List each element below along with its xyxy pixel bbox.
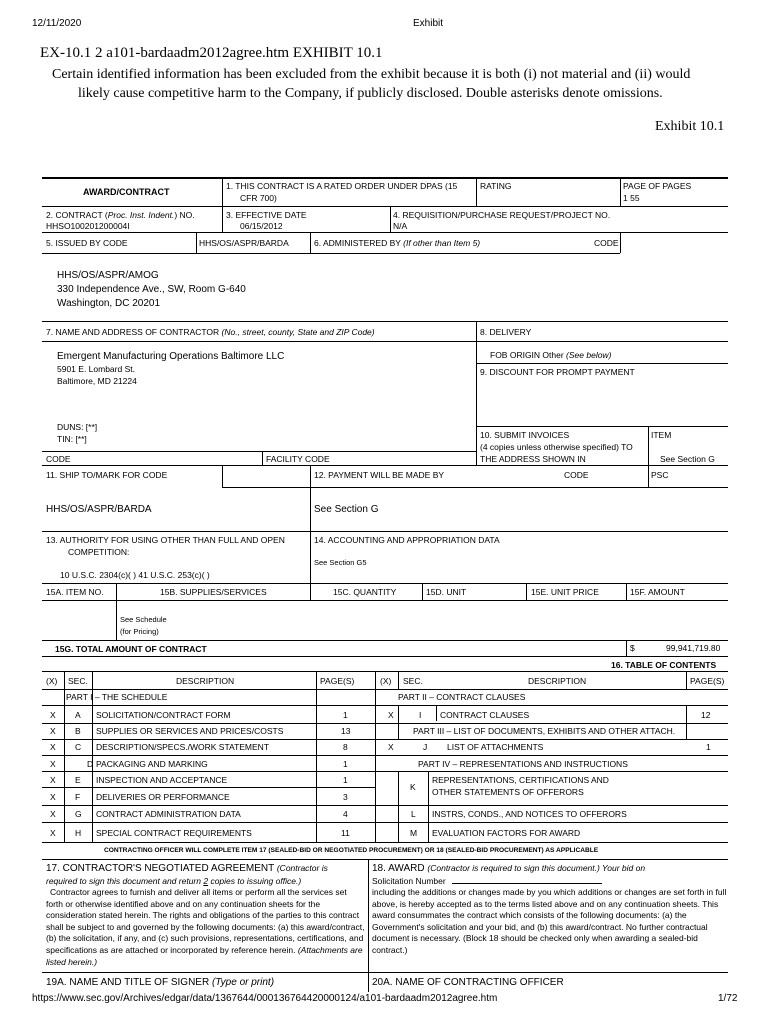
block-12-label: 12. PAYMENT WILL BE MADE BY xyxy=(314,470,445,480)
print-date: 12/11/2020 xyxy=(32,18,82,29)
toc-row-mark: X xyxy=(50,742,56,752)
toc-row-pages: 1 xyxy=(343,759,348,769)
toc-x-header: (X) xyxy=(46,676,58,686)
source-url: https://www.sec.gov/Archives/edgar/data/1367644/000136764420000124/a101-bardaadm2012agree.htm xyxy=(32,993,498,1004)
toc-row-desc: SOLICITATION/CONTRACT FORM xyxy=(96,710,231,720)
block-12-code-label: CODE xyxy=(564,470,589,480)
issuer-address: 330 Independence Ave., SW, Room G-640 xyxy=(57,284,246,295)
block-1-label-cont: CFR 700) xyxy=(240,193,277,203)
col-15d-label: 15D. UNIT xyxy=(426,587,467,597)
page-of-pages-value: 1 55 xyxy=(623,193,640,203)
contractor-street: 5901 E. Lombard St. xyxy=(57,364,135,374)
block-4-label: 4. REQUISITION/PURCHASE REQUEST/PROJECT NO. xyxy=(393,210,611,220)
toc-x-header-right: (X) xyxy=(380,676,392,686)
block-1-label: 1. THIS CONTRACT IS A RATED ORDER UNDER DPAS (15 xyxy=(226,181,458,191)
toc-row-pages: 1 xyxy=(343,775,348,785)
facility-code-label: FACILITY CODE xyxy=(266,454,330,464)
toc-row-sec: J xyxy=(423,742,428,752)
toc-row-sec: H xyxy=(75,828,82,838)
block-11-label: 11. SHIP TO/MARK FOR CODE xyxy=(46,470,168,480)
solicitation-number-blank xyxy=(452,883,602,884)
authority-citation: 10 U.S.C. 2304(c)( ) 41 U.S.C. 253(c)( ) xyxy=(60,570,210,580)
col-15c-label: 15C. QUANTITY xyxy=(333,587,397,597)
contractor-city: Baltimore, MD 21224 xyxy=(57,376,137,386)
toc-row-desc: CONTRACT ADMINISTRATION DATA xyxy=(96,809,241,819)
toc-row-desc: INSPECTION AND ACCEPTANCE xyxy=(96,775,228,785)
toc-sec-header-right: SEC. xyxy=(403,676,423,686)
block-10-address: THE ADDRESS SHOWN IN xyxy=(480,454,586,464)
block-5-label: 5. ISSUED BY CODE xyxy=(46,238,128,248)
item-label: ITEM xyxy=(651,430,672,440)
toc-row-sec: G xyxy=(75,809,82,819)
block-14-label: 14. ACCOUNTING AND APPROPRIATION DATA xyxy=(314,535,500,545)
block-7-label: 7. NAME AND ADDRESS OF CONTRACTOR (No., street, county, State and ZIP Code) xyxy=(46,327,375,337)
issued-by-code: HHS/OS/ASPR/BARDA xyxy=(199,238,289,248)
block-17-copies: required to sign this document and return 2 copies to issuing office.) xyxy=(46,876,302,886)
col-15f-label: 15F. AMOUNT xyxy=(630,587,685,597)
block-3-label: 3. EFFECTIVE DATE xyxy=(226,210,307,220)
toc-row-desc: PACKAGING AND MARKING xyxy=(96,759,208,769)
toc-row-sec: A xyxy=(75,710,81,720)
toc-row-desc: CONTRACT CLAUSES xyxy=(440,710,530,720)
block-18-body: including the additions or changes made by you which additions or changes are set forth in full above, is hereby accepted as to the terms listed above and on any continuation sheets. This award consummates the contract which consists of the following documents: (a) the Government's solicitation and your bid, and (b) this award/contract. No further contractual document is necessary. (Block 18 should be checked only when awarding a sealed-bid contract.) xyxy=(372,887,727,955)
toc-part-2: PART II – CONTRACT CLAUSES xyxy=(398,692,526,702)
toc-row-sec: I xyxy=(419,710,422,720)
toc-row-mark: X xyxy=(50,710,56,720)
solicitation-number-label: Solicitation Number xyxy=(372,876,602,886)
contracting-officer-note: CONTRACTING OFFICER WILL COMPLETE ITEM 17 (SEALED-BID OR NEGOTIATED PROCUREMENT) OR 18 (SEALED-BID PROCUREMENT) AS APPLICABLE xyxy=(104,847,599,854)
schedule-note-pricing: (for Pricing) xyxy=(120,627,159,636)
toc-row-desc-cont: OTHER STATEMENTS OF OFFERORS xyxy=(432,787,584,797)
toc-sec-header: SEC. xyxy=(68,676,88,686)
toc-pages-header: PAGE(S) xyxy=(320,676,355,686)
toc-row-pages: 13 xyxy=(341,726,351,736)
toc-row-desc: SPECIAL CONTRACT REQUIREMENTS xyxy=(96,828,252,838)
toc-row-mark: X xyxy=(50,726,56,736)
dollar-sign: $ xyxy=(630,643,635,653)
col-15e-label: 15E. UNIT PRICE xyxy=(531,587,599,597)
toc-row-mark: X xyxy=(388,742,394,752)
total-amount: 99,941,719.80 xyxy=(666,643,721,653)
toc-row-mark: X xyxy=(388,710,394,720)
toc-row-sec: D xyxy=(87,759,94,769)
toc-row-desc: LIST OF ATTACHMENTS xyxy=(447,742,544,752)
toc-row-pages: 3 xyxy=(343,792,348,802)
block-18-title: 18. AWARD (Contractor is required to sign this document.) Your bid on xyxy=(372,863,646,874)
redaction-notice-line2: likely cause competitive harm to the Company, if publicly disclosed. Double asterisks denote omissions. xyxy=(78,86,663,101)
block-19a-label: 19A. NAME AND TITLE OF SIGNER (Type or print) xyxy=(46,977,275,988)
toc-row-sec: C xyxy=(75,742,82,752)
toc-row-sec: F xyxy=(75,792,81,802)
contractor-name: Emergent Manufacturing Operations Baltimore LLC xyxy=(57,351,285,362)
toc-row-pages: 8 xyxy=(343,742,348,752)
toc-row-desc: INSTRS, CONDS., AND NOTICES TO OFFERORS xyxy=(432,809,627,819)
fob-origin: FOB ORIGIN Other (See below) xyxy=(490,350,612,360)
payment-by-value: See Section G xyxy=(314,504,379,515)
toc-pages-header-right: PAGE(S) xyxy=(690,676,725,686)
toc-row-desc: SUPPLIES OR SERVICES AND PRICES/COSTS xyxy=(96,726,284,736)
toc-row-mark: X xyxy=(50,759,56,769)
block-13-label: 13. AUTHORITY FOR USING OTHER THAN FULL AND OPEN xyxy=(46,535,285,545)
tin-number: TIN: [**] xyxy=(57,434,87,444)
toc-row-sec: B xyxy=(75,726,81,736)
col-15b-label: 15B. SUPPLIES/SERVICES xyxy=(160,587,267,597)
block-17-title: 17. CONTRACTOR'S NEGOTIATED AGREEMENT (Contractor is xyxy=(46,863,328,874)
psc-label: PSC xyxy=(651,470,669,480)
page-of-pages-label: PAGE OF PAGES xyxy=(623,181,692,191)
block-8-label: 8. DELIVERY xyxy=(480,327,532,337)
effective-date: 06/15/2012 xyxy=(240,221,283,231)
block-9-label: 9. DISCOUNT FOR PROMPT PAYMENT xyxy=(480,367,635,377)
print-title: Exhibit xyxy=(413,18,444,29)
toc-row-mark: X xyxy=(50,792,56,802)
toc-part-4: PART IV – REPRESENTATIONS AND INSTRUCTIONS xyxy=(418,759,628,769)
toc-row-mark: X xyxy=(50,775,56,785)
duns-number: DUNS: [**] xyxy=(57,422,98,432)
toc-row-mark: X xyxy=(50,828,56,838)
toc-row-pages: 1 xyxy=(343,710,348,720)
exhibit-heading: EX-10.1 2 a101-bardaadm2012agree.htm EXHIBIT 10.1 xyxy=(40,45,383,61)
toc-row-sec: K xyxy=(410,782,416,792)
page-number: 1/72 xyxy=(718,993,738,1004)
accounting-data-value: See Section G5 xyxy=(314,558,367,567)
toc-row-pages: 1 xyxy=(706,742,711,752)
item-see-section-g: See Section G xyxy=(660,454,715,464)
requisition-number: N/A xyxy=(393,221,408,231)
toc-row-sec: M xyxy=(410,828,418,838)
block-17-body: Contractor agrees to furnish and deliver all items or perform all the services set forth or otherwise identified above and on any continuation sheets for the consideration stated herein. The rights and obligations of the parties to this contract shall be subject to and governed by the following documents: (a) this award/contract, (b) the solicitation, if any, and (c) such provisions, representations, certifications, and specifications as are attached or incorporated by reference herein. (Attachments are listed herein.) xyxy=(46,887,365,967)
block-20a-label: 20A. NAME OF CONTRACTING OFFICER xyxy=(372,977,564,988)
block-10-label: 10. SUBMIT INVOICES xyxy=(480,430,570,440)
block-10-copies: (4 copies unless otherwise specified) TO xyxy=(480,442,633,452)
toc-row-desc: EVALUATION FACTORS FOR AWARD xyxy=(432,828,581,838)
toc-row-desc: REPRESENTATIONS, CERTIFICATIONS AND xyxy=(432,775,609,785)
toc-row-pages: 11 xyxy=(341,828,350,838)
toc-row-pages: 12 xyxy=(701,710,711,720)
toc-row-sec: L xyxy=(411,809,416,819)
table-of-contents-title: 16. TABLE OF CONTENTS xyxy=(611,660,717,670)
toc-desc-header: DESCRIPTION xyxy=(176,676,235,686)
block-6-label: 6. ADMINISTERED BY (If other than Item 5) xyxy=(314,238,481,248)
toc-row-desc: DESCRIPTION/SPECS./WORK STATEMENT xyxy=(96,742,270,752)
toc-row-pages: 4 xyxy=(343,809,348,819)
code-label: CODE xyxy=(46,454,71,464)
block-15g-label: 15G. TOTAL AMOUNT OF CONTRACT xyxy=(55,644,207,654)
ship-to-value: HHS/OS/ASPR/BARDA xyxy=(46,504,152,515)
toc-part-1: PART I – THE SCHEDULE xyxy=(66,692,168,702)
col-15a-label: 15A. ITEM NO. xyxy=(46,587,104,597)
toc-row-sec: E xyxy=(75,775,81,785)
toc-part-3: PART III – LIST OF DOCUMENTS, EXHIBITS AND OTHER ATTACH. xyxy=(413,726,676,736)
award-contract-title: AWARD/CONTRACT xyxy=(83,187,170,197)
issuer-city: Washington, DC 20201 xyxy=(57,298,161,309)
rating-label: RATING xyxy=(480,181,512,191)
issuer-name: HHS/OS/ASPR/AMOG xyxy=(57,270,159,281)
block-13-competition: COMPETITION: xyxy=(68,547,130,557)
exhibit-label: Exhibit 10.1 xyxy=(655,119,725,134)
schedule-note: See Schedule xyxy=(120,615,167,624)
contract-number: HHSO100201200004I xyxy=(46,221,130,231)
redaction-notice-line1: Certain identified information has been excluded from the exhibit because it is both (i) not material and (ii) would xyxy=(52,67,691,82)
toc-row-desc: DELIVERIES OR PERFORMANCE xyxy=(96,792,230,802)
toc-desc-header-right: DESCRIPTION xyxy=(528,676,587,686)
block-2-label: 2. CONTRACT (Proc. Inst. Indent.) NO. xyxy=(46,210,195,220)
toc-row-mark: X xyxy=(50,809,56,819)
block-6-code-label: CODE xyxy=(594,238,619,248)
